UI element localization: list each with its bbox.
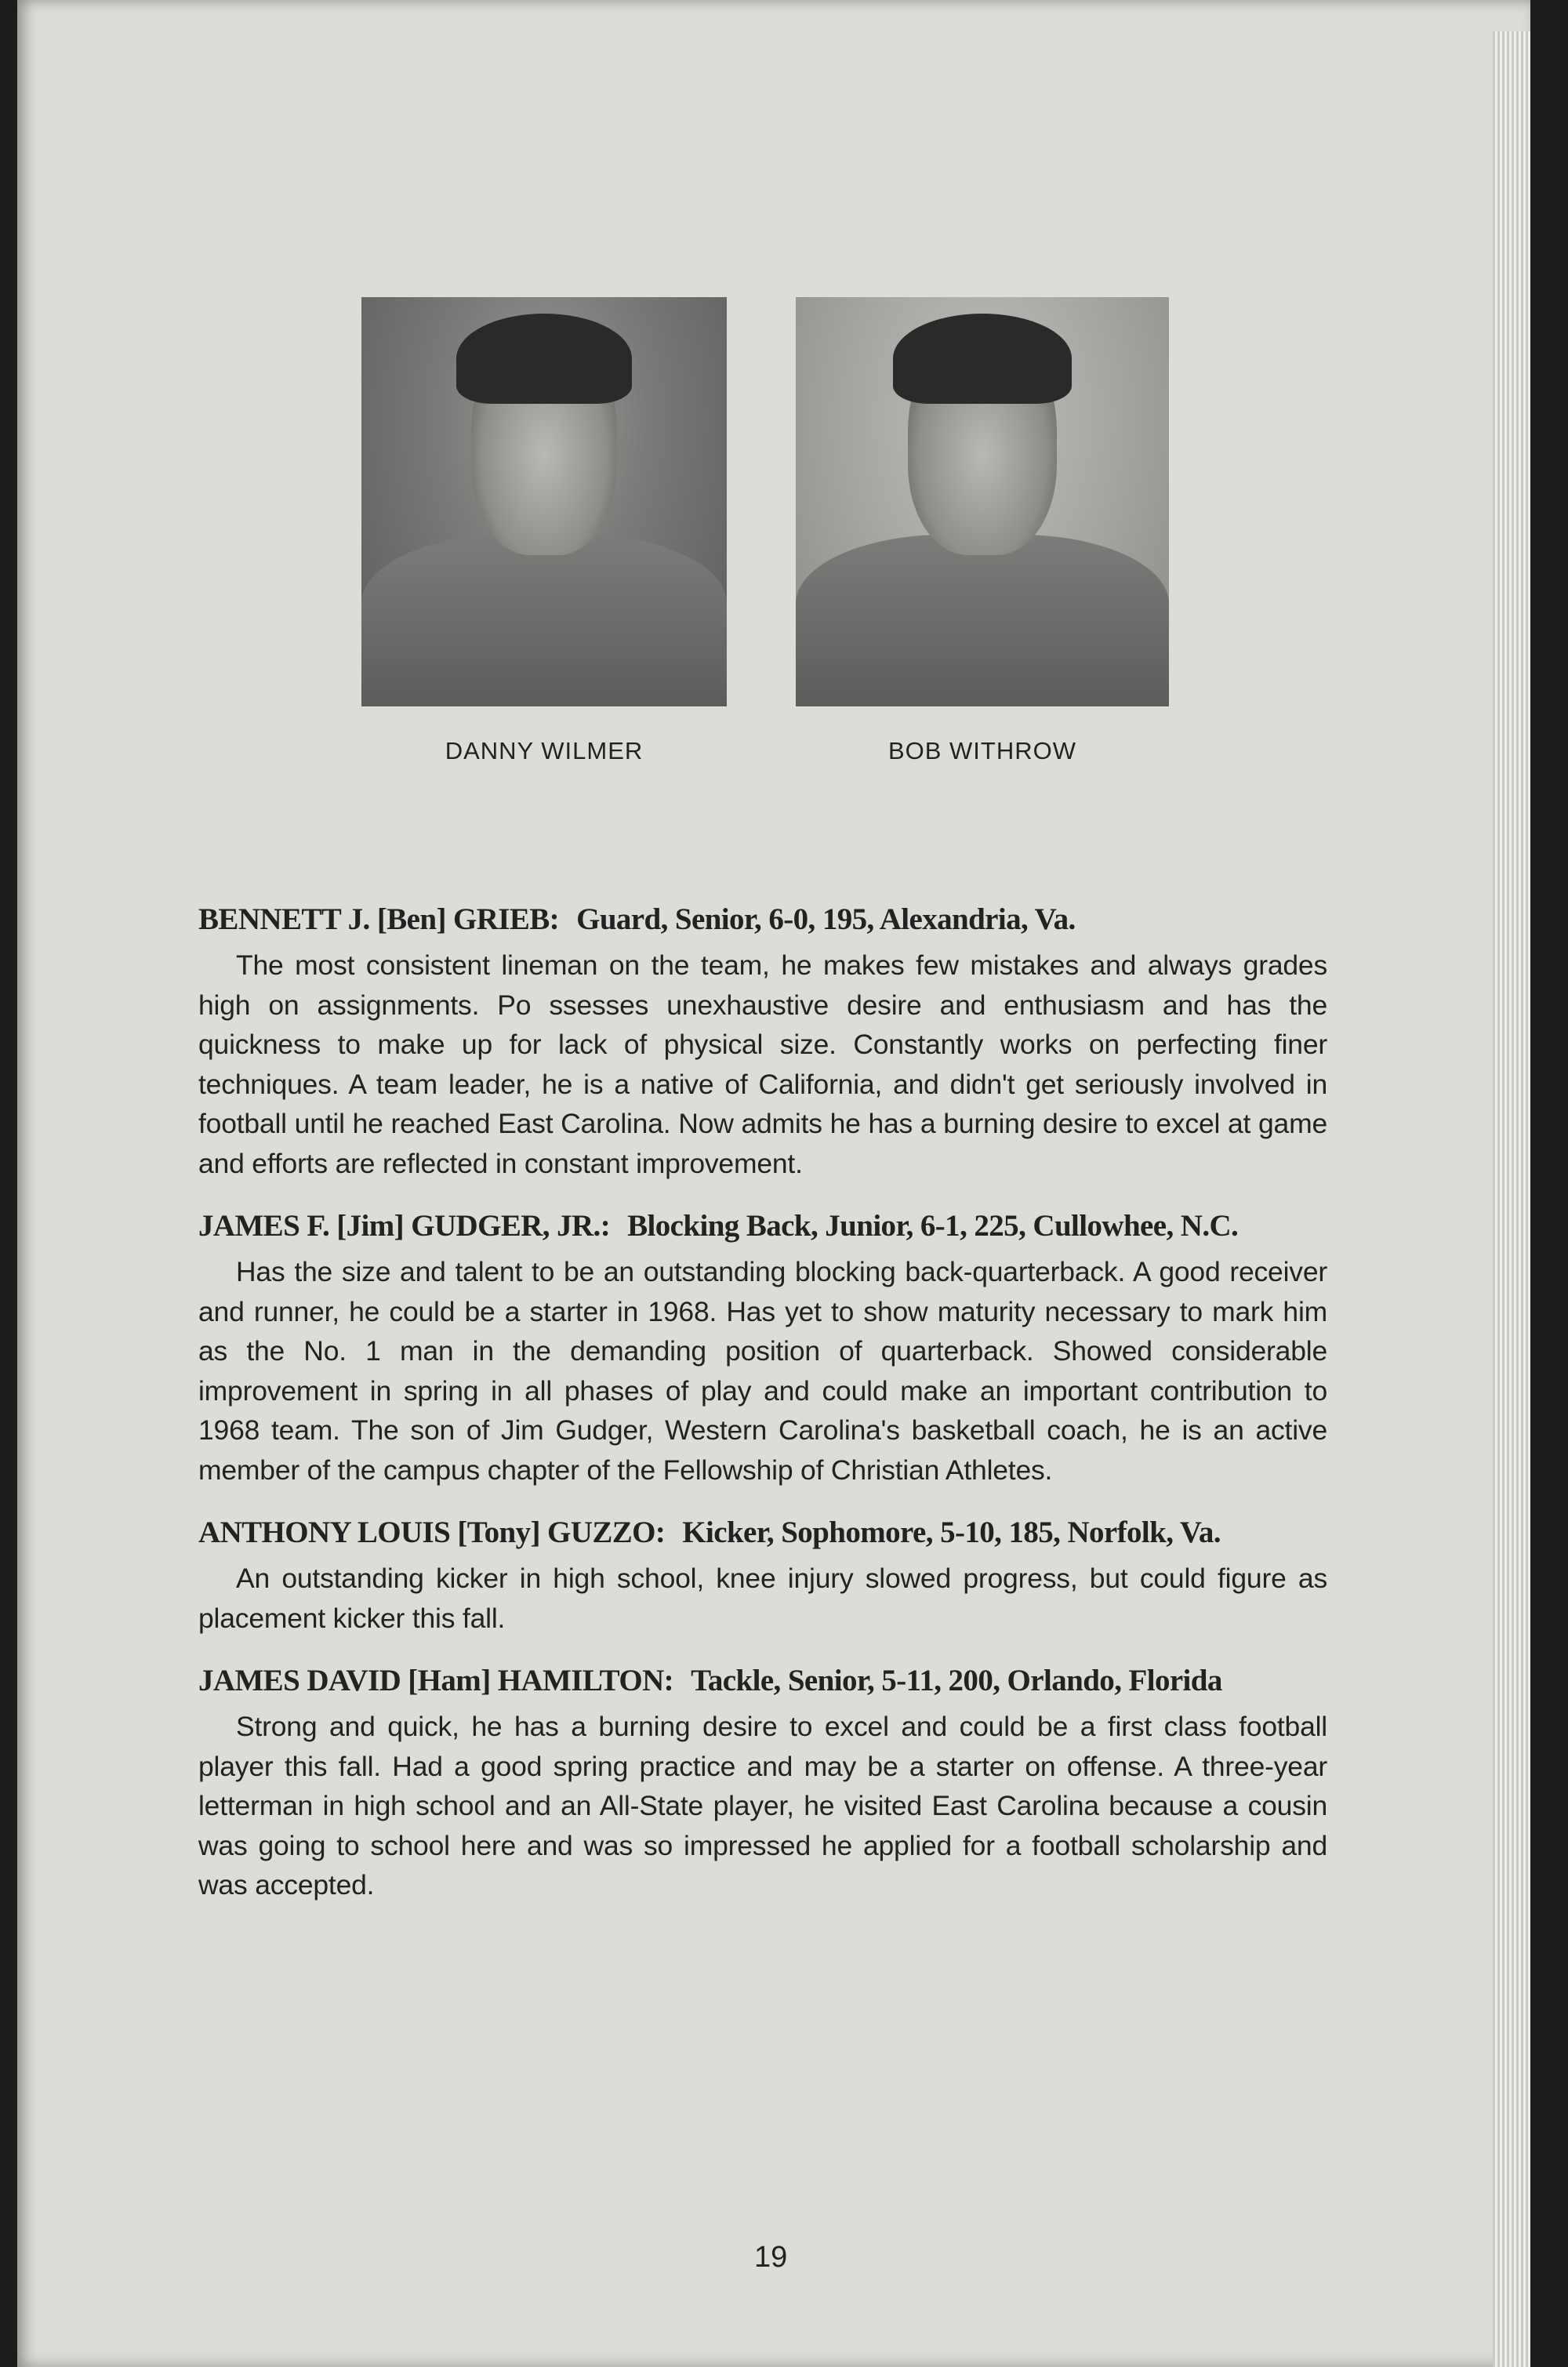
player-heading bbox=[198, 900, 1327, 939]
player-details: Tackle, Senior, 5-11, 200, Orlando, Florida bbox=[691, 1664, 1222, 1697]
player-heading bbox=[198, 1207, 1327, 1246]
photo-caption: BOB WITHROW bbox=[887, 737, 1077, 764]
player-details: Guard, Senior, 6-0, 195, Alexandria, Va. bbox=[576, 902, 1076, 936]
photo-caption: DANNY WILMER bbox=[445, 737, 644, 764]
page-stack-edge bbox=[1493, 31, 1530, 2367]
player-heading bbox=[198, 1513, 1327, 1552]
player-bio: Has the size and talent to be an outstanding blocking back-quarterback. A good receiver and runner, he could be a starter in 1968. Has yet to show maturity necessary to mark him as the No. 1 man in the demanding position of quarterback. Showed considerable improvement in spring in all phases of play and could make an important contribution to 1968 team. The son of Jim Gudger, Western Carolina's basketball coach, he is an active member of the campus chapter of the Fellowship of Christian Athletes. bbox=[198, 1256, 1327, 1486]
photo-danny-wilmer bbox=[361, 297, 727, 706]
player-details: Kicker, Sophomore, 5-10, 185, Norfolk, Va. bbox=[682, 1516, 1221, 1549]
player-name: ANTHONY LOUIS [Tony] GUZZO: bbox=[198, 1516, 666, 1549]
player-bio: Strong and quick, he has a burning desire to excel and could be a first class football player this fall. Had a good spring practice and may be a starter on offense. A three-year letterman in high school and an All-State player, he visited East Carolina because a cousin was going to school here and was so impressed he applied for a football scholarship and was accepted. bbox=[198, 1711, 1327, 1900]
player-details: Blocking Back, Junior, 6-1, 225, Cullowhee, N.C. bbox=[627, 1209, 1239, 1243]
player-bio: The most consistent lineman on the team, he makes few mistakes and always grades high on assignments. Po ssesses unexhaustive desire and enthusiasm and has the quickness to make up for lack of physical size. Constantly works on perfecting finer techniques. A team leader, he is a native of California, and didn't get seriously involved in football until he reached East Carolina. Now admits he has a burning desire to excel at game and efforts are reflected in constant improvement. bbox=[198, 949, 1327, 1179]
player-entry bbox=[198, 1513, 1327, 1638]
photo-bob-withrow bbox=[796, 297, 1169, 706]
player-heading bbox=[198, 1661, 1327, 1701]
player-name: BENNETT J. [Ben] GRIEB: bbox=[198, 902, 560, 936]
player-name: JAMES DAVID [Ham] HAMILTON: bbox=[198, 1664, 674, 1697]
player-entry bbox=[198, 1207, 1327, 1490]
page-number: 19 bbox=[754, 2241, 788, 2274]
book-page bbox=[17, 0, 1530, 2367]
player-entry bbox=[198, 1661, 1327, 1905]
player-name: JAMES F. [Jim] GUDGER, JR.: bbox=[198, 1209, 611, 1243]
player-entry bbox=[198, 900, 1327, 1183]
player-bios bbox=[198, 900, 1327, 1929]
player-bio: An outstanding kicker in high school, knee injury slowed progress, but could figure as placement kicker this fall. bbox=[198, 1563, 1327, 1634]
